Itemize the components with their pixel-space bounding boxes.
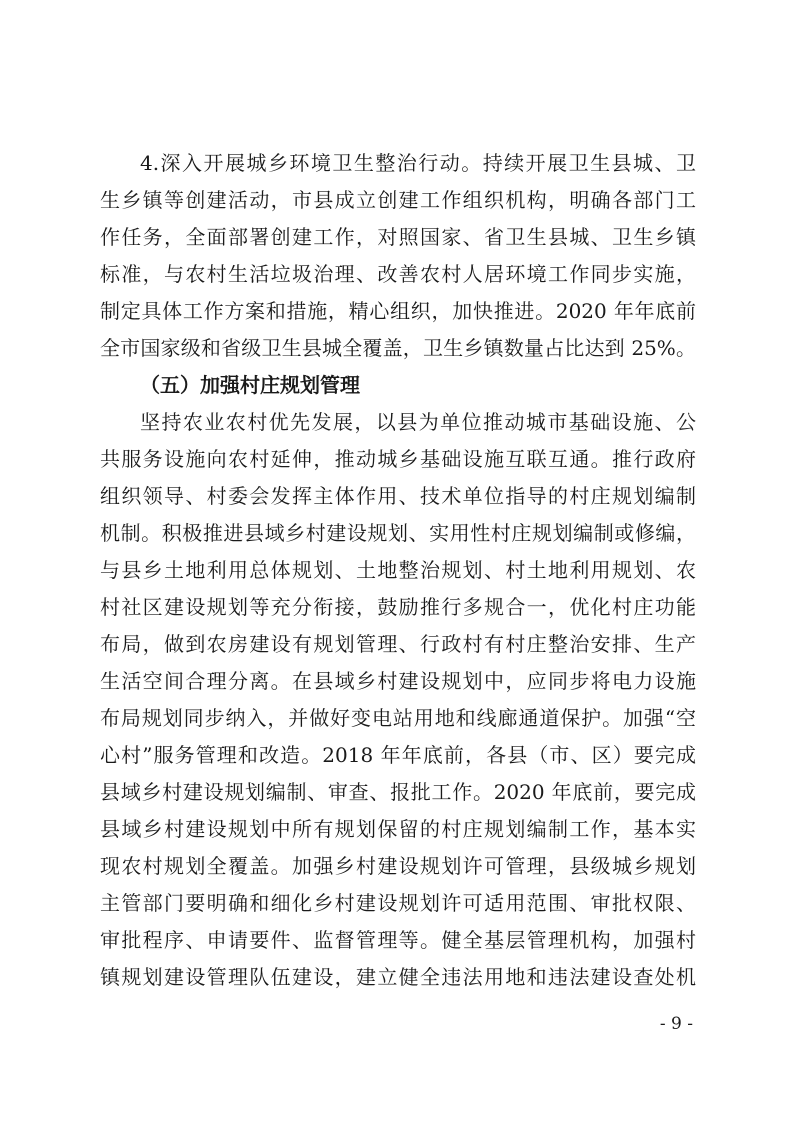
page-number: - 9 -	[659, 1014, 693, 1034]
paragraph-line: 作任务，全面部署创建工作，对照国家、省卫生县城、卫生乡镇	[100, 225, 696, 249]
paragraph-line: 标准，与农村生活垃圾治理、改善农村人居环境工作同步实施，	[100, 262, 696, 286]
paragraph-line: 布局规划同步纳入，并做好变电站用地和线廊通道保护。加强“空	[100, 706, 696, 730]
paragraph-line: 现农村规划全覆盖。加强乡村建设规划许可管理，县级城乡规划	[100, 854, 696, 878]
paragraph-line: 4.深入开展城乡环境卫生整治行动。持续开展卫生县城、卫	[140, 151, 696, 175]
paragraph-line: 全市国家级和省级卫生县城全覆盖，卫生乡镇数量占比达到 25%。	[100, 336, 696, 360]
paragraph-line: 组织领导、村委会发挥主体作用、技术单位指导的村庄规划编制	[100, 484, 696, 508]
paragraph-line: 生活空间合理分离。在县域乡村建设规划中，应同步将电力设施	[100, 669, 696, 693]
paragraph-line: 制定具体工作方案和措施，精心组织，加快推进。2020 年年底前	[100, 299, 696, 323]
paragraph-line: 心村”服务管理和改造。2018 年年底前，各县（市、区）要完成	[100, 743, 696, 767]
paragraph-line: 坚持农业农村优先发展，以县为单位推动城市基础设施、公	[140, 410, 696, 434]
section-heading: （五）加强村庄规划管理	[140, 373, 360, 397]
paragraph-line: 村社区建设规划等充分衔接，鼓励推行多规合一，优化村庄功能	[100, 595, 696, 619]
paragraph-line: 布局，做到农房建设有规划管理、行政村有村庄整治安排、生产	[100, 632, 696, 656]
paragraph-line: 镇规划建设管理队伍建设，建立健全违法用地和违法建设查处机	[100, 965, 696, 989]
paragraph-line: 主管部门要明确和细化乡村建设规划许可适用范围、审批权限、	[100, 891, 696, 915]
paragraph-line: 生乡镇等创建活动，市县成立创建工作组织机构，明确各部门工	[100, 188, 696, 212]
paragraph-line: 县域乡村建设规划编制、审查、报批工作。2020 年底前，要完成	[100, 780, 696, 804]
paragraph-line: 与县乡土地利用总体规划、土地整治规划、村土地利用规划、农	[100, 558, 696, 582]
paragraph-line: 机制。积极推进县域乡村建设规划、实用性村庄规划编制或修编，	[100, 521, 696, 545]
paragraph-line: 县域乡村建设规划中所有规划保留的村庄规划编制工作，基本实	[100, 817, 696, 841]
paragraph-line: 共服务设施向农村延伸，推动城乡基础设施互联互通。推行政府	[100, 447, 696, 471]
paragraph-line: 审批程序、申请要件、监督管理等。健全基层管理机构，加强村	[100, 928, 696, 952]
